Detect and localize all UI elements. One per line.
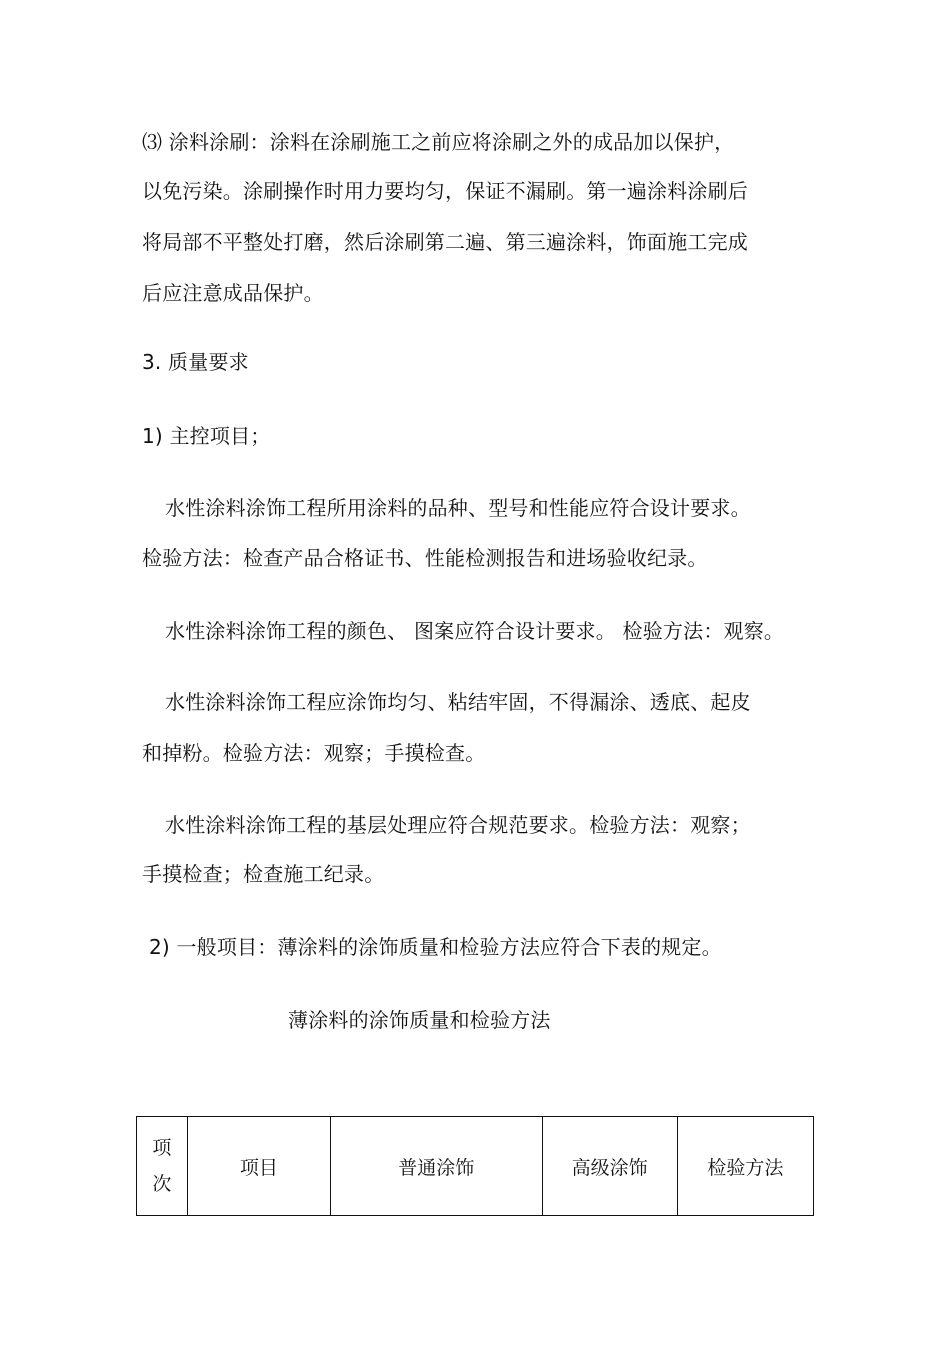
main-item-3-line-2: 和掉粉。检验方法：观察；手摸检查。 <box>142 741 486 765</box>
quality-table <box>136 1116 814 1216</box>
paragraph-coating-brushing-line-4: 后应注意成品保护。 <box>142 281 324 305</box>
main-item-4-line-2: 手摸检查；检查施工纪录。 <box>142 862 385 886</box>
table-header-row <box>137 1117 814 1216</box>
header-inspection-method: 检验方法 <box>677 1117 813 1216</box>
paragraph-coating-brushing-line-3: 将局部不平整处打磨，然后涂刷第二遍、第三遍涂料，饰面施工完成 <box>142 230 748 254</box>
header-advanced-coating: 高级涂饰 <box>542 1117 677 1216</box>
header-item-number-top: 项 <box>152 1137 172 1159</box>
main-item-4-line-1: 水性涂料涂饰工程的基层处理应符合规范要求。检验方法：观察； <box>165 813 751 837</box>
subheading-main-items: 1) 主控项目； <box>142 424 271 448</box>
paragraph-coating-brushing-line-2: 以免污染。涂刷操作时用力要均匀，保证不漏刷。第一遍涂料涂刷后 <box>142 179 748 203</box>
header-item-number <box>137 1117 188 1216</box>
header-item: 项目 <box>187 1117 330 1216</box>
section-heading-quality: 3. 质量要求 <box>142 350 249 374</box>
paragraph-coating-brushing-line-1: ⑶ 涂料涂刷：涂料在涂刷施工之前应将涂刷之外的成品加以保护， <box>142 130 735 154</box>
subheading-general-items: 2) 一般项目：薄涂料的涂饰质量和检验方法应符合下表的规定。 <box>149 935 722 959</box>
header-item-number-bottom: 次 <box>152 1173 172 1195</box>
table-caption: 薄涂料的涂饰质量和检验方法 <box>288 1008 551 1032</box>
main-item-3-line-1: 水性涂料涂饰工程应涂饰均匀、粘结牢固，不得漏涂、透底、起皮 <box>165 690 751 714</box>
main-item-2: 水性涂料涂饰工程的颜色、 图案应符合设计要求。 检验方法：观察。 <box>165 619 785 643</box>
main-item-1-line-2: 检验方法：检查产品合格证书、性能检测报告和进场验收纪录。 <box>142 546 708 570</box>
header-normal-coating: 普通涂饰 <box>330 1117 542 1216</box>
main-item-1-line-1: 水性涂料涂饰工程所用涂料的品种、型号和性能应符合设计要求。 <box>165 496 751 520</box>
